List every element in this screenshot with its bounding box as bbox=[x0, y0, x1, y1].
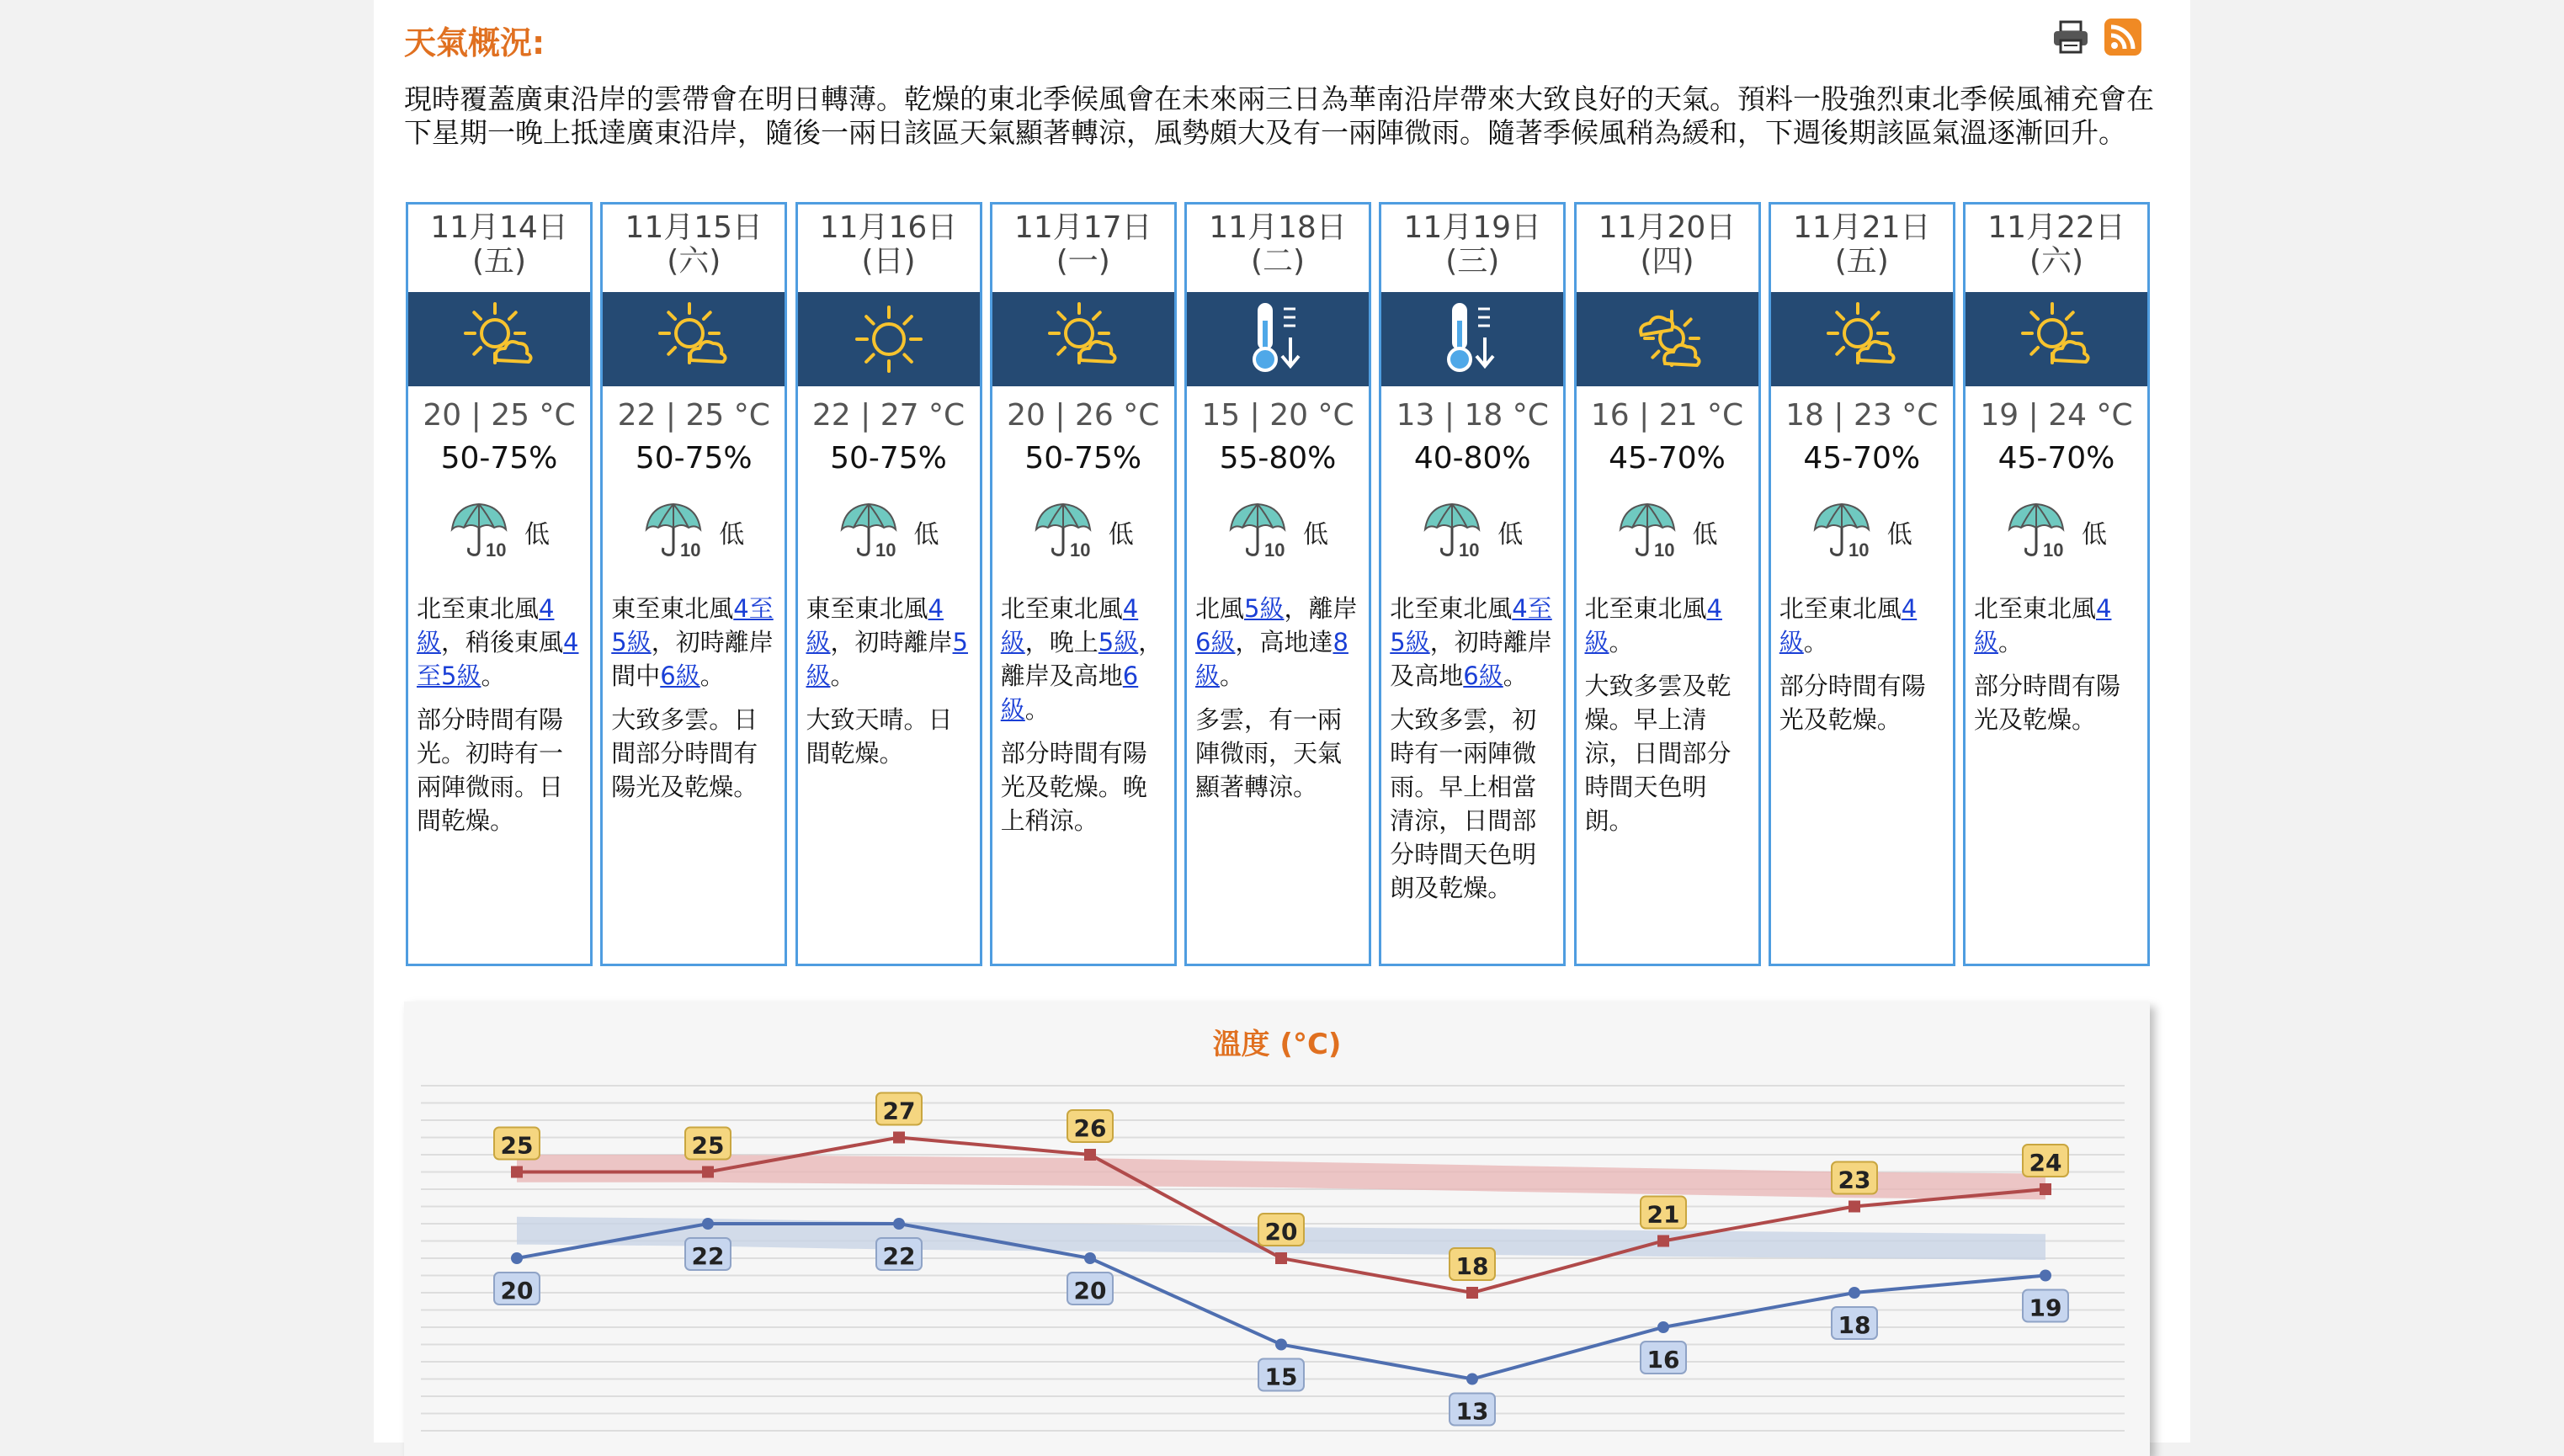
forecast-date-text: 11月18日 bbox=[1209, 210, 1347, 245]
forecast-date bbox=[603, 205, 785, 292]
rain-probability-label: 低 bbox=[719, 520, 745, 550]
forecast-weather-text: 部分時間有陽光及乾燥。 bbox=[1974, 672, 2121, 734]
min-temp-label: 20 bbox=[1073, 1277, 1107, 1305]
min-temp-label: 22 bbox=[882, 1242, 916, 1270]
min-temp-point bbox=[1084, 1252, 1096, 1264]
min-temp-point bbox=[1466, 1374, 1478, 1385]
forecast-wind bbox=[1577, 592, 1758, 659]
rain-probability bbox=[1966, 501, 2147, 563]
wind-text: 東至東北風 bbox=[806, 594, 928, 623]
sunny-periods-icon bbox=[992, 292, 1174, 386]
forecast-weather-text: 大致多雲，初時有一兩陣微雨。早上相當清涼，日間部分時間天色明朗及乾燥。 bbox=[1390, 705, 1537, 902]
forecast-date bbox=[1187, 205, 1369, 292]
forecast-weekday: (六) bbox=[2029, 244, 2084, 279]
wind-text: 。 bbox=[1503, 662, 1528, 690]
max-temp-point bbox=[1657, 1235, 1669, 1247]
tool-buttons bbox=[2051, 17, 2143, 57]
rain-probability bbox=[798, 501, 980, 563]
wind-text: 北至東北風 bbox=[1974, 594, 2097, 623]
forecast-page bbox=[374, 0, 2190, 1443]
forecast-day-card bbox=[1963, 202, 2150, 966]
wind-text: 。 bbox=[1998, 628, 2024, 656]
wind-force-link[interactable]: 4級 bbox=[806, 594, 944, 656]
forecast-date bbox=[1966, 205, 2147, 292]
wind-text: 北至東北風 bbox=[1779, 594, 1902, 623]
umbrella-icon bbox=[449, 501, 518, 563]
max-temp-point bbox=[1084, 1149, 1096, 1161]
umbrella-icon bbox=[1422, 501, 1491, 563]
max-temp-point bbox=[1275, 1252, 1287, 1264]
umbrella-icon bbox=[1227, 501, 1296, 563]
forecast-day-card bbox=[795, 202, 982, 966]
forecast-humidity: 45-70% bbox=[1609, 441, 1726, 476]
forecast-date-text: 11月17日 bbox=[1013, 210, 1152, 245]
wind-force-link[interactable]: 4級 bbox=[417, 594, 555, 656]
rain-probability bbox=[603, 501, 785, 563]
wind-force-link[interactable]: 4至5級 bbox=[1390, 594, 1552, 656]
forecast-humidity: 50-75% bbox=[1024, 441, 1142, 476]
wind-text: ，初時離岸及高地 bbox=[1390, 628, 1552, 690]
forecast-weekday: (二) bbox=[1250, 244, 1306, 279]
forecast-weather-text: 大致天晴。日間乾燥。 bbox=[806, 705, 953, 768]
max-temp-point bbox=[893, 1132, 905, 1144]
min-temp-label: 19 bbox=[2029, 1294, 2062, 1322]
min-temp-point bbox=[702, 1218, 714, 1230]
max-temp-label: 25 bbox=[691, 1131, 725, 1160]
rain-probability-label: 低 bbox=[1886, 520, 1912, 550]
forecast-wind bbox=[1187, 592, 1369, 693]
min-temp-point bbox=[893, 1218, 905, 1230]
forecast-date bbox=[992, 205, 1174, 292]
forecast-weekday: (一) bbox=[1056, 244, 1110, 279]
forecast-wind bbox=[992, 592, 1174, 726]
forecast-wind bbox=[1771, 592, 1953, 659]
svg-text:10: 10 bbox=[486, 539, 507, 560]
wind-force-link[interactable]: 4至5級 bbox=[417, 628, 579, 690]
forecast-date-text: 11月19日 bbox=[1403, 210, 1542, 245]
wind-text: 。 bbox=[1024, 695, 1050, 724]
umbrella-icon bbox=[643, 501, 712, 563]
sunny-periods-icon bbox=[603, 292, 785, 386]
forecast-temperature: 22 | 25 °C bbox=[617, 398, 770, 433]
svg-text:10: 10 bbox=[875, 539, 896, 560]
wind-force-link[interactable]: 6級 bbox=[1000, 662, 1139, 724]
section-title: 天氣概況: bbox=[404, 24, 545, 61]
forecast-humidity: 45-70% bbox=[1997, 441, 2115, 476]
max-temp-point bbox=[511, 1166, 523, 1178]
cool-icon bbox=[1381, 292, 1563, 386]
wind-force-link[interactable]: 6級 bbox=[660, 662, 700, 690]
wind-text: 北至東北風 bbox=[417, 594, 540, 623]
umbrella-icon bbox=[1617, 501, 1686, 563]
wind-text: 北至東北風 bbox=[1000, 594, 1123, 623]
rain-probability-label: 低 bbox=[913, 520, 939, 550]
nine-day-forecast bbox=[406, 202, 2157, 966]
min-temp-point bbox=[511, 1252, 523, 1264]
min-temp-label: 13 bbox=[1455, 1397, 1489, 1426]
wind-force-link[interactable]: 8級 bbox=[1195, 628, 1348, 690]
weather-summary: 現時覆蓋廣東沿岸的雲帶會在明日轉薄。乾燥的東北季候風會在未來兩三日為華南沿岸帶來大致良好的天氣。預料一股強烈東北季候風補充會在下星期一晚上抵達廣東沿岸，隨後一兩日該區天氣顯著轉涼，風勢頗大及有一兩陣微雨。隨著季候風稍為緩和，下週後期該區氣溫逐漸回升。 bbox=[404, 82, 2154, 149]
rain-probability bbox=[408, 501, 590, 563]
wind-text: 北至東北風 bbox=[1390, 594, 1513, 623]
forecast-humidity: 40-80% bbox=[1413, 441, 1531, 476]
wind-text: 。 bbox=[1803, 628, 1828, 656]
forecast-date-text: 11月15日 bbox=[625, 210, 763, 245]
umbrella-icon bbox=[1033, 501, 1102, 563]
forecast-date-text: 11月22日 bbox=[1987, 210, 2125, 245]
wind-force-link[interactable]: 5級 bbox=[1244, 594, 1285, 623]
forecast-day-card bbox=[406, 202, 593, 966]
wind-force-link[interactable]: 5級 bbox=[806, 628, 968, 690]
svg-text:10: 10 bbox=[1653, 539, 1674, 560]
wind-text: ，初時離岸 bbox=[830, 628, 953, 656]
rain-probability bbox=[1577, 501, 1758, 563]
forecast-humidity: 50-75% bbox=[440, 441, 558, 476]
forecast-wind bbox=[408, 592, 590, 693]
wind-force-link[interactable]: 5級 bbox=[1098, 628, 1139, 656]
chart-range-band bbox=[517, 1155, 2045, 1199]
forecast-day-card bbox=[1184, 202, 1371, 966]
min-temp-label: 18 bbox=[1838, 1311, 1871, 1339]
forecast-weekday: (日) bbox=[861, 244, 916, 279]
min-temp-point bbox=[1849, 1287, 1860, 1299]
svg-text:10: 10 bbox=[1264, 539, 1285, 560]
forecast-temperature: 13 | 18 °C bbox=[1396, 398, 1549, 433]
forecast-temperature: 20 | 26 °C bbox=[1007, 398, 1160, 433]
wind-text: 。 bbox=[481, 662, 506, 690]
forecast-date-text: 11月16日 bbox=[819, 210, 958, 245]
forecast-weekday: (六) bbox=[667, 244, 721, 279]
forecast-temperature: 19 | 24 °C bbox=[1980, 398, 2133, 433]
svg-text:10: 10 bbox=[2043, 539, 2064, 560]
svg-text:10: 10 bbox=[1459, 539, 1480, 560]
forecast-date bbox=[1381, 205, 1563, 292]
forecast-date bbox=[1771, 205, 1953, 292]
max-temp-label: 21 bbox=[1646, 1200, 1680, 1229]
wind-force-link[interactable]: 4級 bbox=[1779, 594, 1918, 656]
wind-force-link[interactable]: 4級 bbox=[1584, 594, 1722, 656]
wind-text: 。 bbox=[1609, 628, 1634, 656]
forecast-temperature: 18 | 23 °C bbox=[1785, 398, 1939, 433]
forecast-weather-text: 多雲，有一兩陣微雨，天氣顯著轉涼。 bbox=[1195, 705, 1343, 801]
rain-probability-label: 低 bbox=[524, 520, 550, 550]
min-temp-label: 16 bbox=[1646, 1346, 1680, 1374]
forecast-date bbox=[408, 205, 590, 292]
wind-text: ，稍後東風 bbox=[441, 628, 564, 656]
wind-text: ，晚上 bbox=[1024, 628, 1098, 656]
wind-text: 北風 bbox=[1195, 594, 1245, 623]
rain-probability-label: 低 bbox=[2082, 520, 2107, 550]
forecast-date bbox=[1577, 205, 1758, 292]
svg-text:10: 10 bbox=[1848, 539, 1870, 560]
min-temp-point bbox=[1657, 1321, 1669, 1333]
max-temp-point bbox=[1849, 1201, 1860, 1213]
max-temp-label: 20 bbox=[1264, 1218, 1298, 1246]
wind-force-link[interactable]: 4級 bbox=[1974, 594, 2112, 656]
min-temp-point bbox=[2040, 1270, 2051, 1282]
wind-text: ，離岸 bbox=[1284, 594, 1358, 623]
min-temp-point bbox=[1275, 1339, 1287, 1351]
min-temp-label: 22 bbox=[691, 1242, 725, 1270]
wind-force-link[interactable]: 4級 bbox=[1000, 594, 1139, 656]
wind-force-link[interactable]: 6級 bbox=[1195, 628, 1236, 656]
forecast-weekday: (五) bbox=[1834, 244, 1889, 279]
umbrella-icon bbox=[2006, 501, 2075, 563]
rain-probability bbox=[1381, 501, 1563, 563]
wind-force-link[interactable]: 6級 bbox=[1463, 662, 1503, 690]
max-temp-label: 26 bbox=[1073, 1114, 1107, 1142]
forecast-wind bbox=[603, 592, 785, 693]
forecast-wind bbox=[1381, 592, 1563, 693]
forecast-weather-text: 部分時間有陽光及乾燥。晚上稍涼。 bbox=[1000, 739, 1147, 835]
wind-text: 北至東北風 bbox=[1584, 594, 1707, 623]
max-temp-label: 25 bbox=[500, 1131, 534, 1160]
forecast-temperature: 22 | 27 °C bbox=[811, 398, 965, 433]
printer-icon[interactable] bbox=[2051, 17, 2091, 57]
chart-title: 溫度 (°C) bbox=[1212, 1028, 1342, 1061]
max-temp-label: 27 bbox=[882, 1097, 916, 1125]
rain-probability bbox=[1771, 501, 1953, 563]
wind-text: 東至東北風 bbox=[611, 594, 734, 623]
forecast-date-text: 11月20日 bbox=[1598, 210, 1737, 245]
temperature-chart-svg bbox=[404, 1002, 2150, 1443]
forecast-weather-text: 大致多雲。日間部分時間有陽光及乾燥。 bbox=[611, 705, 758, 801]
max-temp-label: 23 bbox=[1838, 1166, 1871, 1194]
forecast-humidity: 45-70% bbox=[1803, 441, 1921, 476]
wind-text: 。 bbox=[700, 662, 725, 690]
rain-probability-label: 低 bbox=[1303, 520, 1328, 550]
forecast-weekday: (三) bbox=[1445, 244, 1500, 279]
wind-text: ，高地達 bbox=[1235, 628, 1333, 656]
rain-probability-label: 低 bbox=[1108, 520, 1134, 550]
forecast-weather-text: 部分時間有陽光。初時有一兩陣微雨。日間乾燥。 bbox=[417, 705, 564, 835]
svg-text:10: 10 bbox=[1069, 539, 1091, 560]
forecast-day-card bbox=[990, 202, 1177, 966]
sunny-periods-icon bbox=[408, 292, 590, 386]
forecast-date-text: 11月21日 bbox=[1792, 210, 1931, 245]
rain-probability-label: 低 bbox=[1497, 520, 1524, 550]
wind-text: ，離岸及高地 bbox=[1000, 628, 1163, 690]
wind-force-link[interactable]: 4至5級 bbox=[611, 594, 774, 656]
forecast-day-card bbox=[1769, 202, 1955, 966]
forecast-wind bbox=[1966, 592, 2147, 659]
wind-text: 。 bbox=[830, 662, 855, 690]
forecast-day-card bbox=[1379, 202, 1566, 966]
forecast-weekday: (五) bbox=[471, 244, 527, 279]
forecast-date bbox=[798, 205, 980, 292]
forecast-humidity: 50-75% bbox=[830, 441, 947, 476]
forecast-temperature: 20 | 25 °C bbox=[423, 398, 576, 433]
umbrella-icon bbox=[838, 501, 907, 563]
max-temp-label: 24 bbox=[2029, 1149, 2062, 1177]
wind-text: 。 bbox=[1220, 662, 1245, 690]
forecast-temperature: 16 | 21 °C bbox=[1590, 398, 1744, 433]
forecast-weather-text: 部分時間有陽光及乾燥。 bbox=[1779, 672, 1926, 734]
forecast-day-card bbox=[600, 202, 787, 966]
cool-icon bbox=[1187, 292, 1369, 386]
forecast-humidity: 55-80% bbox=[1219, 441, 1337, 476]
forecast-weather-text: 大致多雲及乾燥。早上清涼，日間部分時間天色明朗。 bbox=[1584, 672, 1731, 835]
forecast-temperature: 15 | 20 °C bbox=[1201, 398, 1354, 433]
max-temp-point bbox=[1466, 1287, 1478, 1299]
temperature-chart bbox=[404, 1002, 2150, 1456]
sunny-icon bbox=[798, 292, 980, 386]
min-temp-label: 20 bbox=[500, 1277, 534, 1305]
mainly-cloudy-icon bbox=[1577, 292, 1758, 386]
sunny-periods-icon bbox=[1966, 292, 2147, 386]
max-temp-label: 18 bbox=[1455, 1252, 1489, 1280]
umbrella-icon bbox=[1811, 501, 1880, 563]
rain-probability bbox=[992, 501, 1174, 563]
rain-probability-label: 低 bbox=[1692, 520, 1718, 550]
min-temp-label: 15 bbox=[1264, 1363, 1298, 1391]
forecast-day-card bbox=[1574, 202, 1761, 966]
sunny-periods-icon bbox=[1771, 292, 1953, 386]
forecast-weekday: (四) bbox=[1640, 244, 1694, 279]
max-temp-point bbox=[2040, 1183, 2051, 1195]
max-temp-point bbox=[702, 1166, 714, 1178]
rss-icon[interactable] bbox=[2103, 17, 2143, 57]
forecast-date-text: 11月14日 bbox=[430, 210, 568, 245]
forecast-humidity: 50-75% bbox=[635, 441, 753, 476]
forecast-wind bbox=[798, 592, 980, 693]
wind-text: ，初時離岸間中 bbox=[611, 628, 774, 690]
svg-text:10: 10 bbox=[680, 539, 701, 560]
rain-probability bbox=[1187, 501, 1369, 563]
